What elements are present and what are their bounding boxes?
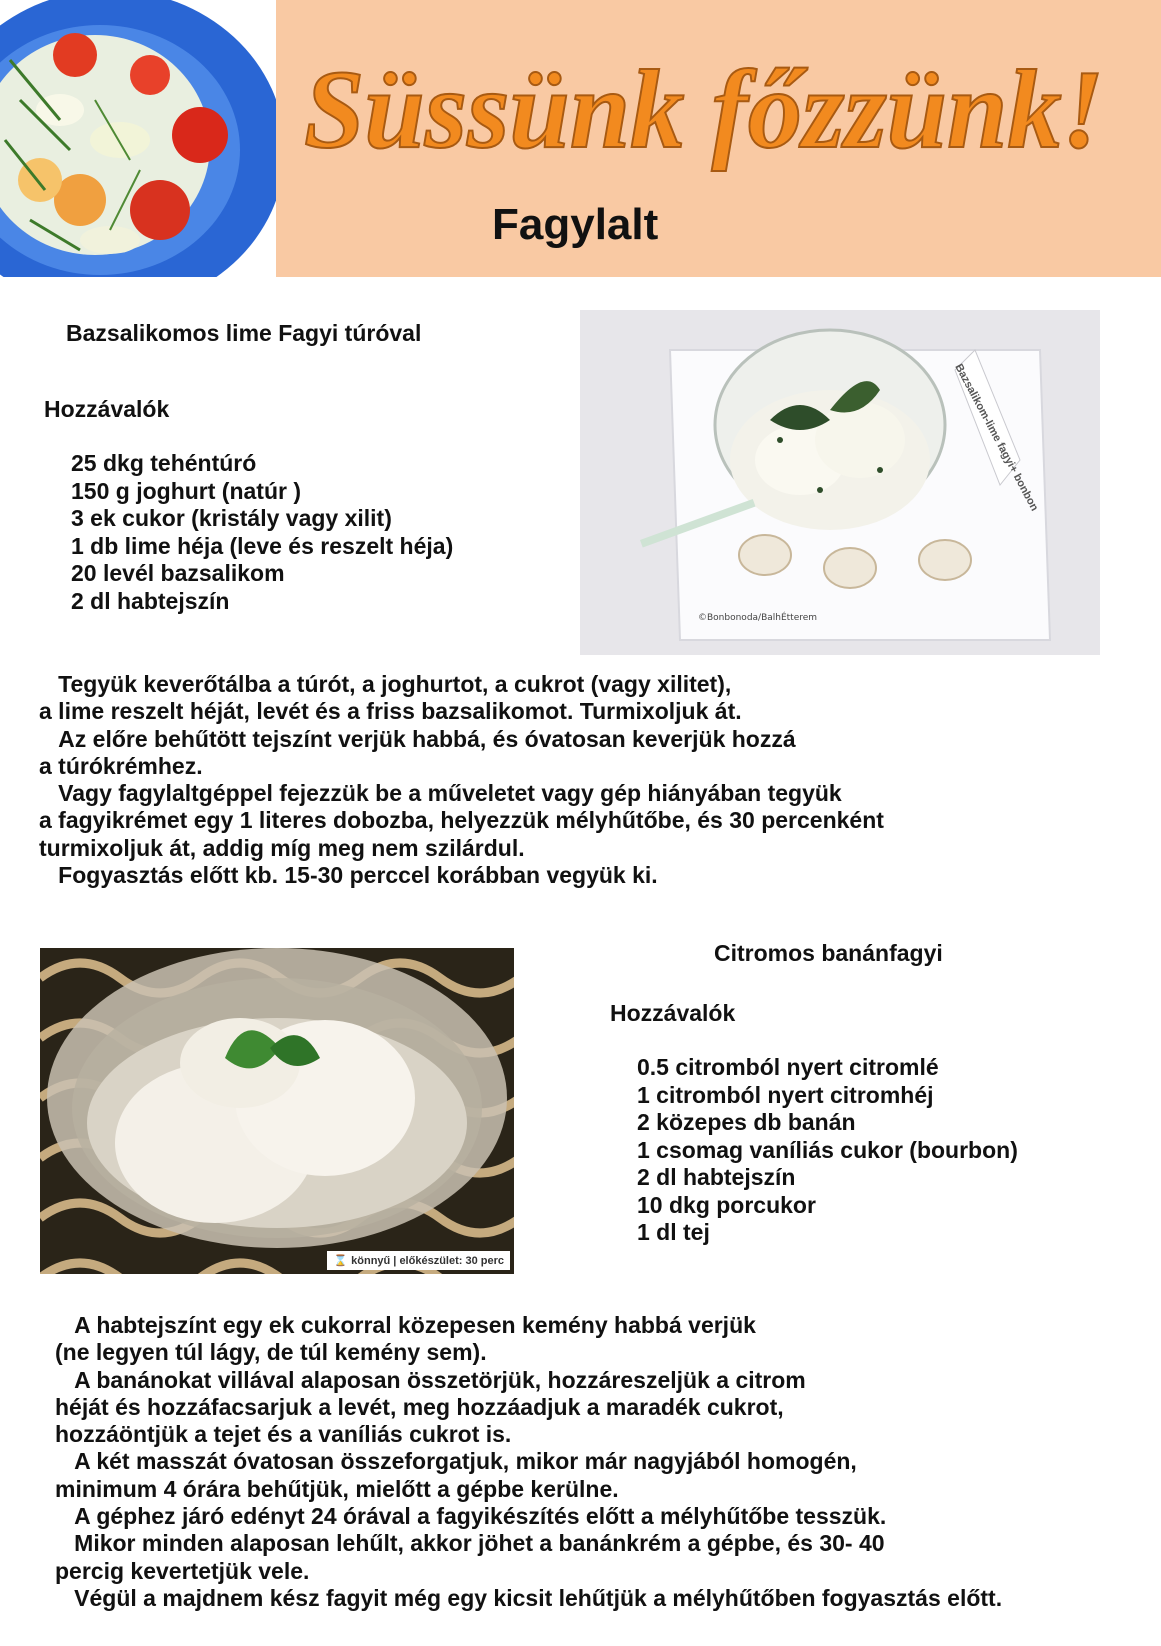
recipe-2-title: Citromos banánfagyi: [714, 940, 943, 966]
method-line: A géphez járó edényt 24 órával a fagyikészítés előtt a mélyhűtőbe tesszük.: [55, 1503, 887, 1530]
ingredient-item: 20 levél bazsalikom: [71, 560, 285, 586]
recipe-1-method: [39, 671, 1119, 889]
method-line: hozzáöntjük a tejet és a vaníliás cukrot is.: [55, 1421, 512, 1448]
ingredient-item: 1 csomag vaníliás cukor (bourbon): [637, 1136, 1018, 1163]
timer-icon: ⌛: [333, 1255, 348, 1267]
difficulty-badge-text: könnyű | előkészület: 30 perc: [351, 1254, 504, 1267]
method-line: A habtejszínt egy ek cukorral közepesen kemény habbá verjük: [55, 1312, 756, 1338]
brand-text: Süssünk főzzünk!: [304, 48, 1104, 172]
recipe-2-ingredients-list: [637, 1054, 1018, 1247]
ingredient-item: 2 dl habtejszín: [71, 587, 230, 614]
brand-logo: [300, 32, 1120, 182]
method-line: a túrókrémhez.: [39, 752, 203, 779]
recipe-1-ingredients-list: [71, 450, 453, 615]
ingredient-item: 1 citromból nyert citromhéj: [637, 1081, 934, 1108]
method-line: a fagyikrémet egy 1 literes dobozba, helyezzük mélyhűtőbe, és 30 percenként: [39, 807, 884, 834]
recipe-1-ingredients-heading: Hozzávalók: [44, 396, 170, 422]
method-line: Vagy fagylaltgéppel fejezzük be a műveletet vagy gép hiányában tegyük: [39, 780, 842, 807]
photo-tag-text: Bazsalikom-lime fagyi+ bonbon: [952, 362, 1041, 514]
method-line: A banánokat villával alaposan összetörjük, hozzáreszeljük a citrom: [55, 1366, 806, 1393]
method-line: héját és hozzáfacsarjuk a levét, meg hozzáadjuk a maradék cukrot,: [55, 1393, 784, 1420]
ingredient-item: 1 dl tej: [637, 1219, 710, 1245]
ingredient-item: 0.5 citromból nyert citromlé: [637, 1054, 939, 1080]
photo-credit: ©Bonbonoda/BalhÉtterem: [698, 613, 818, 623]
method-line: (ne legyen túl lágy, de túl kemény sem).: [55, 1339, 487, 1366]
method-line: turmixoljuk át, addig míg meg nem szilárdul.: [39, 834, 525, 861]
page-title: Fagylalt: [492, 200, 659, 249]
method-line: Az előre behűtött tejszínt verjük habbá, és óvatosan keverjük hozzá: [39, 725, 796, 752]
recipe-2-ingredients-heading: Hozzávalók: [610, 1000, 736, 1026]
ingredient-item: 2 dl habtejszín: [637, 1164, 796, 1190]
difficulty-badge: [327, 1251, 510, 1270]
method-line: percig kevertetjük vele.: [55, 1557, 310, 1584]
ingredient-item: 10 dkg porcukor: [637, 1191, 816, 1218]
recipe-1-photo: [580, 310, 1100, 655]
recipe-1-title: Bazsalikomos lime Fagyi túróval: [66, 320, 422, 346]
method-line: A két masszát óvatosan összeforgatjuk, mikor már nagyjából homogén,: [55, 1448, 857, 1475]
method-line: Fogyasztás előtt kb. 15-30 perccel korábban vegyük ki.: [39, 862, 658, 889]
ingredient-item: 3 ek cukor (kristály vagy xilit): [71, 505, 392, 531]
ingredient-item: 2 közepes db banán: [637, 1109, 856, 1135]
header-salad-photo: [0, 0, 276, 277]
method-line: Tegyük keverőtálba a túrót, a joghurtot, a cukrot (vagy xilitet),: [39, 671, 732, 697]
ingredient-item: 1 db lime héja (leve és reszelt héja): [71, 532, 454, 559]
method-line: minimum 4 órára behűtjük, mielőtt a gépbe kerülne.: [55, 1475, 619, 1502]
ingredient-item: 25 dkg tehéntúró: [71, 450, 257, 476]
method-line: Végül a majdnem kész fagyit még egy kicsit lehűtjük a mélyhűtőben fogyasztás előtt.: [55, 1584, 1003, 1611]
method-line: Mikor minden alaposan lehűlt, akkor jöhet a banánkrém a gépbe, és 30- 40: [55, 1530, 885, 1557]
recipe-2-photo: [40, 948, 514, 1274]
method-line: a lime reszelt héját, levét és a friss bazsalikomot. Turmixoljuk át.: [39, 698, 742, 725]
ingredient-item: 150 g joghurt (natúr ): [71, 477, 301, 504]
recipe-2-method: [55, 1312, 1145, 1612]
